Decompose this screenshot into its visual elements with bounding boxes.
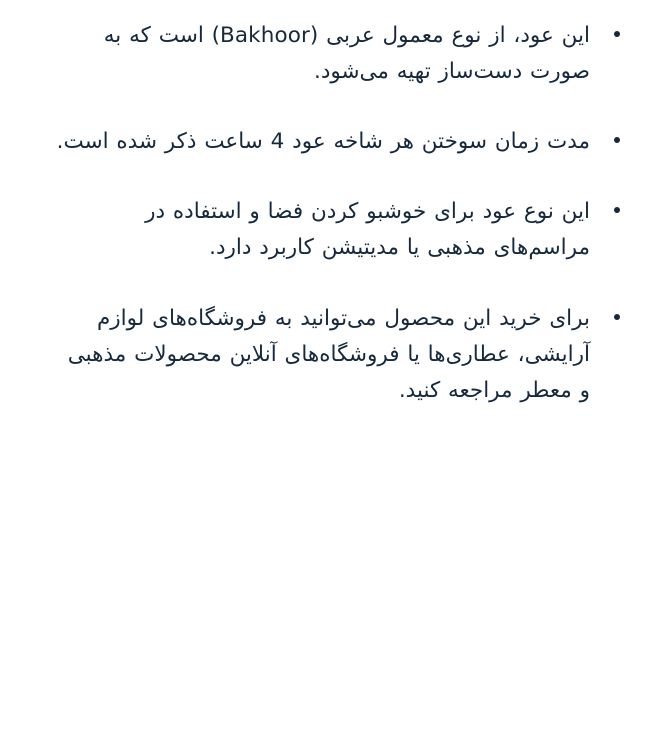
list-item — [22, 301, 628, 409]
list-item-text: برای خرید این محصول می‌توانید به فروشگاه‌های لوازم آرایشی، عطاری‌ها یا فروشگاه‌های آنلاین محصولات مذهبی و معطر مراجعه کنید. — [67, 305, 590, 403]
bullet-list — [22, 18, 628, 409]
bullet-dot-icon — [614, 207, 620, 213]
bullet-dot-icon — [614, 137, 620, 143]
list-item — [22, 124, 628, 160]
list-item-text: مدت زمان سوختن هر شاخه عود 4 ساعت ذکر شده است. — [56, 129, 590, 155]
bullet-dot-icon — [614, 31, 620, 37]
bullet-dot-icon — [614, 314, 620, 320]
list-item-text: این عود، از نوع معمول عربی (Bakhoor) است که به صورت دست‌ساز تهیه می‌شود. — [103, 23, 590, 85]
list-item-text: این نوع عود برای خوشبو کردن فضا و استفاده در مراسم‌های مذهبی یا مدیتیشن کاربرد دارد. — [145, 199, 590, 261]
list-item — [22, 18, 628, 90]
list-item — [22, 194, 628, 266]
